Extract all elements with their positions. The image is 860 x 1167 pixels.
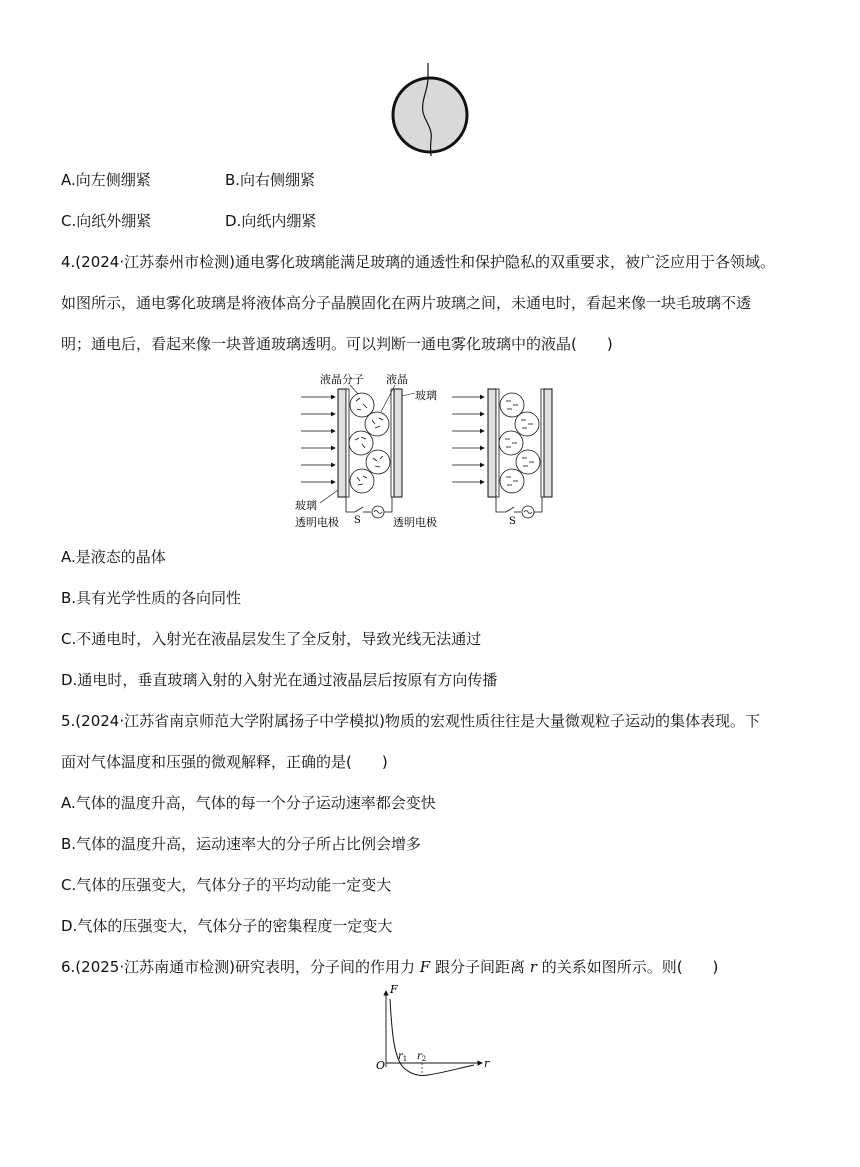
q6-stem-mid: 跟分子间距离 (434, 958, 525, 976)
q6-r1-sub: 1 (402, 1055, 408, 1063)
q4-lc-glass-figure (295, 368, 575, 533)
q4-label-switch-right: S (509, 516, 516, 527)
q4-option-a: A.是液态的晶体 (61, 548, 166, 566)
q4-label-glass-right: 玻璃 (415, 389, 437, 402)
q4-option-b: B.具有光学性质的各向同性 (61, 589, 242, 607)
q5-option-a: A.气体的温度升高，气体的每一个分子运动速率都会变快 (61, 794, 436, 812)
q3-option-c: C.向纸外绷紧 (61, 212, 152, 230)
q6-stem-post: 的关系如图所示。则( ) (541, 958, 719, 976)
q4-stem-line-2: 如图所示，通电雾化玻璃是将液体高分子晶膜固化在两片玻璃之间，未通电时，看起来像一块毛玻璃不透 (61, 294, 752, 312)
q6-stem-pre: 6.(2025·江苏南通市检测)研究表明，分子间的作用力 (61, 958, 415, 976)
q4-option-c: C.不通电时，入射光在液晶层发生了全反射，导致光线无法通过 (61, 630, 482, 648)
q6-x-label: r (484, 1057, 490, 1070)
q5-option-b: B.气体的温度升高，运动速率大的分子所占比例会增多 (61, 835, 422, 853)
q5-option-d: D.气体的压强变大，气体分子的密集程度一定变大 (61, 917, 393, 935)
q4-label-electrode-right: 透明电极 (393, 516, 437, 529)
q3-option-a: A.向左侧绷紧 (61, 171, 151, 189)
q4-label-lc: 液晶 (386, 373, 408, 386)
q4-label-switch-left: S (354, 515, 361, 526)
q4-label-lc-molecule: 液晶分子 (320, 373, 364, 386)
q6-var-r: r (529, 958, 537, 976)
svg-text:r2 (417, 1051, 426, 1063)
q4-stem-line-3: 明；通电后，看起来像一块普通玻璃透明。可以判断一通电雾化玻璃中的液晶( ) (61, 335, 613, 353)
q3-option-d: D.向纸内绷紧 (225, 212, 317, 230)
svg-text:r1 (398, 1051, 407, 1063)
q4-option-d: D.通电时，垂直玻璃入射的入射光在通过液晶层后按原有方向传播 (61, 671, 498, 689)
q6-r1-label: r (398, 1051, 403, 1062)
q6-r2-label: r (417, 1051, 422, 1062)
q4-stem-line-1: 4.(2024·江苏泰州市检测)通电雾化玻璃能满足玻璃的通透性和保护隐私的双重要求，被广泛应用于各领域。 (61, 253, 775, 271)
q5-stem-line-2: 面对气体温度和压强的微观解释，正确的是( ) (61, 753, 388, 771)
q6-stem (61, 957, 718, 977)
q6-r2-sub: 2 (421, 1055, 427, 1063)
q4-label-glass-left: 玻璃 (295, 499, 317, 512)
q3-option-b: B.向右侧绷紧 (225, 171, 316, 189)
q6-y-label: F (390, 985, 398, 996)
q5-option-c: C.气体的压强变大，气体分子的平均动能一定变大 (61, 876, 392, 894)
q3-circle-figure (385, 60, 475, 160)
q5-stem-line-1: 5.(2024·江苏省南京师范大学附属扬子中学模拟)物质的宏观性质往往是大量微观粒子运动的集体表现。下 (61, 712, 760, 730)
q6-var-f: F (419, 958, 431, 976)
q6-origin-label: O (376, 1059, 386, 1072)
q6-force-distance-graph (370, 985, 495, 1080)
q4-label-electrode-left: 透明电极 (295, 516, 339, 529)
